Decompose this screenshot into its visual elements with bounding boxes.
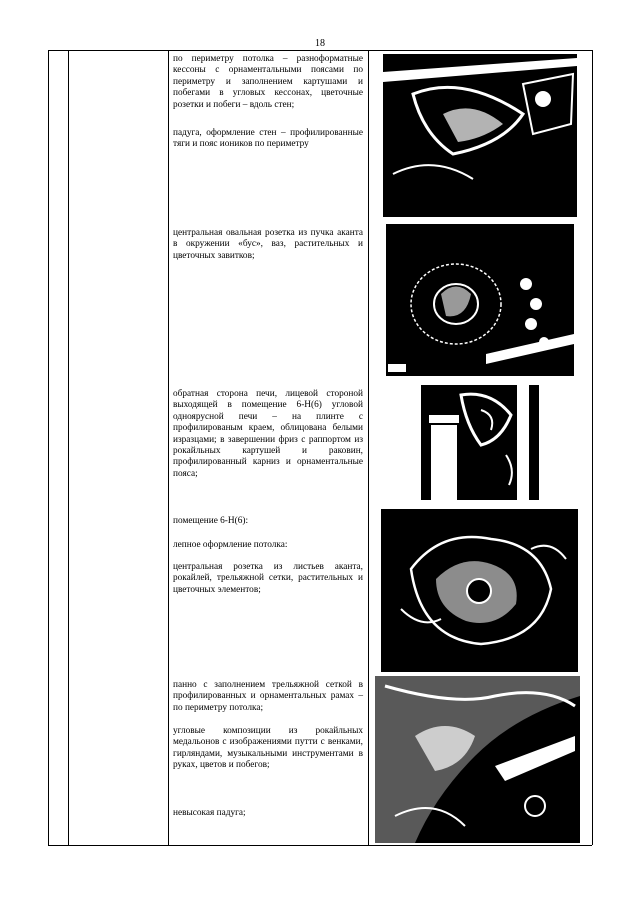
table-column-divider <box>368 50 369 845</box>
paragraph-corner-compositions: угловые композиции из рокайльных медальонов с изображениями путти с венками, гирляндами, музыкальными инструментами в руках, цветов и побегов; <box>173 726 363 771</box>
paragraph-low-cove: невысокая падуга; <box>173 808 246 818</box>
paragraph-trellis-panels: панно с заполнением трельяжной сеткой в профилированных и орнаментальных рамах – по периметру потолка; <box>173 680 363 713</box>
table-column-divider <box>68 50 69 845</box>
table-border-top <box>48 50 592 51</box>
paragraph-oval-rosette: центральная овальная розетка из пучка аканта в окружении «бус», ваз, растительных и цветочных завитков; <box>173 228 363 261</box>
photo-central-rosette <box>381 509 578 672</box>
table-border-left <box>48 50 49 845</box>
photo-stove <box>421 385 539 500</box>
photo-oval-rosette <box>386 224 574 376</box>
paragraph-room-heading: помещение 6-Н(6): <box>173 516 249 526</box>
photo-ceiling-coffers <box>383 54 577 217</box>
page-number: 18 <box>315 38 325 49</box>
table-border-right <box>592 50 593 845</box>
paragraph-stove: обратная сторона печи, лицевой стороной выходящей в помещение 6-Н(6) угловой одноярусной печи – на плинте с профилированым краем, облицована белыми изразцами; в завершении фриз с раппортом из рокайльных картушей и раковин, профилированный карниз и орнаментальные пояса; <box>173 389 363 479</box>
table-column-divider <box>168 50 169 845</box>
paragraph-ceiling-stucco: лепное оформление потолка: <box>173 540 288 550</box>
paragraph-ceiling-coffers: по периметру потолка – разноформатные кессоны с орнаментальными поясами по периметру и заполнением картушами и побегами в угловых кессонах, цветочные розетки и побеги – вдоль стен; <box>173 54 363 110</box>
table-border-bottom <box>48 845 592 846</box>
paragraph-cove-walls: падуга, оформление стен – профилированные тяги и пояс иоников по периметру <box>173 128 363 150</box>
paragraph-central-rosette: центральная розетка из листьев аканта, рокайлей, трельяжной сетки, растительных и цветочных элементов; <box>173 562 363 595</box>
photo-corner-composition <box>375 676 580 843</box>
